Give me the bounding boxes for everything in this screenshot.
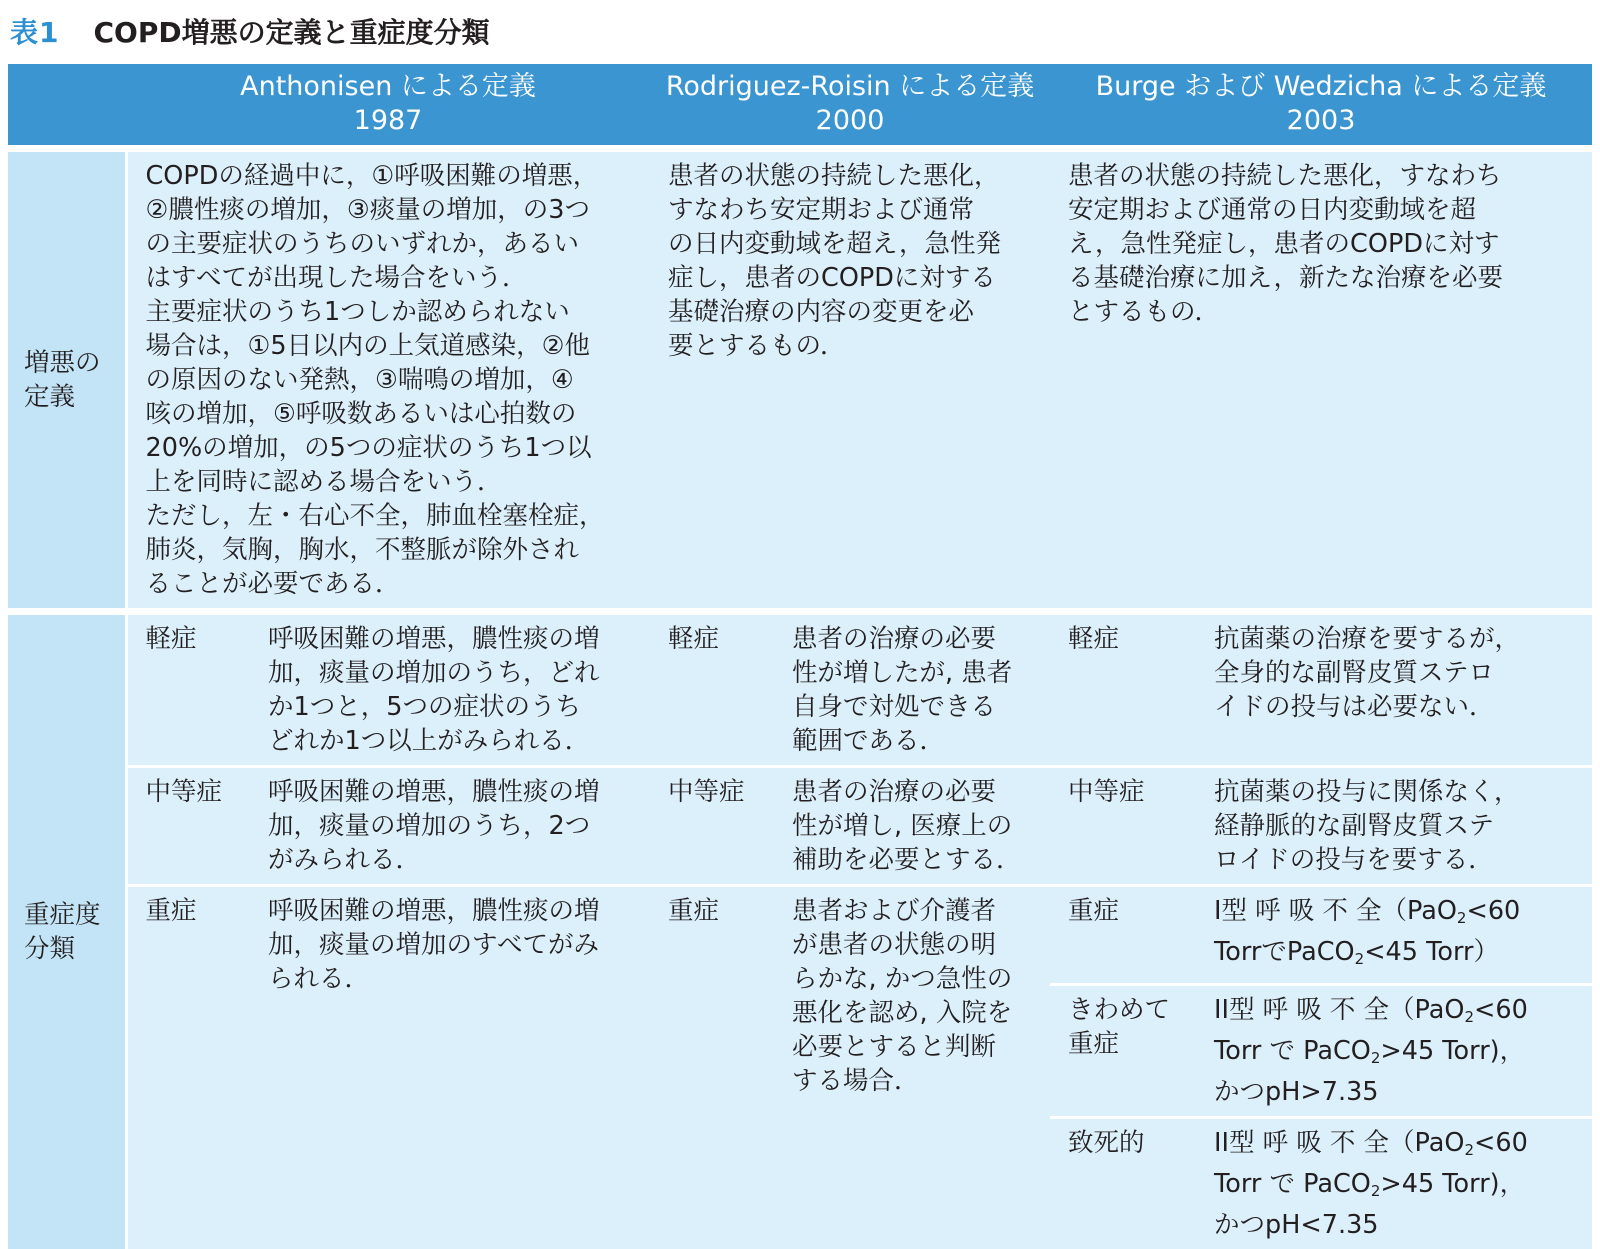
- severity-label: 中等症: [1050, 766, 1196, 885]
- text-fragment: <45 Torr）: [1364, 936, 1499, 967]
- text-fragment: >45 Torr)，: [1380, 1168, 1526, 1199]
- header-burge-wedzicha: [1050, 64, 1592, 148]
- table-title: COPD増悪の定義と重症度分類: [93, 16, 490, 49]
- severity-label: 致死的: [1050, 1117, 1196, 1249]
- text-fragment: >45 Torr)，: [1380, 1035, 1526, 1066]
- header-row: [8, 64, 1592, 148]
- header-anthonisen-name: Anthonisen による定義: [240, 71, 536, 103]
- severity-description: 抗菌薬の治療を要するが， 全身的な副腎皮質ステロ イドの投与は必要ない．: [1196, 611, 1592, 766]
- subscript: 2: [1464, 1140, 1474, 1159]
- severity-row-label: 重症度 分類: [8, 611, 126, 1249]
- severity-description: 患者および介護者 が患者の状態の明 らかな, かつ急性の 悪化を認め, 入院を 必要とすると判断 する場合．: [774, 885, 1050, 1249]
- text-line: [1214, 1034, 1584, 1075]
- text-fragment: Torr で PaCO: [1214, 1035, 1371, 1066]
- text-line: [1214, 935, 1584, 976]
- table-number: 表1: [10, 16, 60, 49]
- text-fragment: II型 呼 吸 不 全（PaO: [1214, 1127, 1465, 1158]
- severity-description: 抗菌薬の投与に関係なく， 経静脈的な副腎皮質ステ ロイドの投与を要する．: [1196, 766, 1592, 885]
- subscript: 2: [1370, 1181, 1381, 1200]
- text-fragment: <60: [1473, 994, 1528, 1025]
- severity-label: 中等症: [126, 766, 250, 885]
- definition-anthonisen: COPDの経過中に，①呼吸困難の増悪， ②膿性痰の増加，③痰量の増加，の3つ の主要症状のうちのいずれか，あるい はすべてが出現した場合をいう． 主要症状のうち1つしか認められない 場合は，①5日以内の上気道感染，②他 の原因のない発熱，③喘鳴の増加，④ 咳の増加，⑤呼吸数あるいは心拍数の 20%の増加，の5つの症状のうち1つ以 上を同時に認める場合をいう． ただし，左・右心不全，肺血栓塞栓症， 肺炎，気胸，胸水，不整脈が除外され ることが必要である．: [126, 148, 650, 611]
- subscript: 2: [1464, 1007, 1474, 1026]
- text-fragment: I型 呼 吸 不 全（PaO: [1214, 895, 1457, 926]
- severity-description: 呼吸困難の増悪，膿性痰の増 加，痰量の増加のうち，どれ か1つと，5つの症状のうち どれか1つ以上がみられる．: [250, 611, 650, 766]
- header-anthonisen-year: 1987: [353, 105, 423, 137]
- text-fragment: <60: [1466, 895, 1521, 926]
- severity-description: [1196, 885, 1592, 984]
- severity-label: 軽症: [650, 611, 774, 766]
- severity-row-mild: [8, 611, 1592, 766]
- text-line: [1214, 993, 1584, 1034]
- header-burge-wedzicha-year: 2003: [1286, 105, 1356, 137]
- severity-label: 重症: [126, 885, 250, 1249]
- severity-row-severe: [8, 885, 1592, 984]
- severity-description: 患者の治療の必要 性が増したが, 患者 自身で対処できる 範囲である．: [774, 611, 1050, 766]
- severity-label: 重症: [650, 885, 774, 1249]
- text-line: [1214, 1126, 1584, 1167]
- header-corner: [8, 64, 126, 148]
- text-line: かつpH>7.35: [1214, 1076, 1379, 1107]
- text-fragment: <60: [1473, 1127, 1528, 1158]
- text-fragment: Torr で PaCO: [1214, 1168, 1371, 1199]
- severity-description: 呼吸困難の増悪，膿性痰の増 加，痰量の増加のうち，2つ がみられる．: [250, 766, 650, 885]
- severity-label: 重症: [1050, 885, 1196, 984]
- severity-label: 中等症: [650, 766, 774, 885]
- severity-label: 軽症: [126, 611, 250, 766]
- severity-description: [1196, 1117, 1592, 1249]
- severity-description: 呼吸困難の増悪，膿性痰の増 加，痰量の増加のすべてがみ られる．: [250, 885, 650, 1249]
- header-rodriguez-roisin-name: Rodriguez-Roisin による定義: [665, 71, 1035, 103]
- definition-burge-wedzicha: 患者の状態の持続した悪化，すなわち 安定期および通常の日内変動域を超 え，急性発症し，患者のCOPDに対す る基礎治療に加え，新たな治療を必要 とするもの．: [1050, 148, 1592, 611]
- subscript: 2: [1370, 1048, 1381, 1067]
- severity-description: 患者の治療の必要 性が増し, 医療上の 補助を必要とする．: [774, 766, 1050, 885]
- text-fragment: II型 呼 吸 不 全（PaO: [1214, 994, 1465, 1025]
- severity-label: きわめて 重症: [1050, 984, 1196, 1117]
- subscript: 2: [1354, 949, 1365, 968]
- subscript: 2: [1456, 908, 1467, 927]
- header-anthonisen: [126, 64, 650, 148]
- header-rodriguez-roisin: [650, 64, 1050, 148]
- severity-description: [1196, 984, 1592, 1117]
- definition-row: [8, 148, 1592, 611]
- severity-row-moderate: [8, 766, 1592, 885]
- header-rodriguez-roisin-year: 2000: [815, 105, 885, 137]
- table-caption: [10, 12, 490, 50]
- definition-rodriguez-roisin: 患者の状態の持続した悪化， すなわち安定期および通常 の日内変動域を超え，急性発 症し，患者のCOPDに対する 基礎治療の内容の変更を必 要とするもの．: [650, 148, 1050, 611]
- definition-row-label: 増悪の 定義: [8, 148, 126, 611]
- text-line: [1214, 1167, 1584, 1208]
- copd-exacerbation-table: [8, 64, 1592, 1249]
- text-line: [1214, 894, 1584, 935]
- text-line: かつpH<7.35: [1214, 1209, 1379, 1240]
- severity-label: 軽症: [1050, 611, 1196, 766]
- text-fragment: TorrでPaCO: [1214, 936, 1355, 967]
- header-burge-wedzicha-name: Burge および Wedzicha による定義: [1095, 71, 1547, 103]
